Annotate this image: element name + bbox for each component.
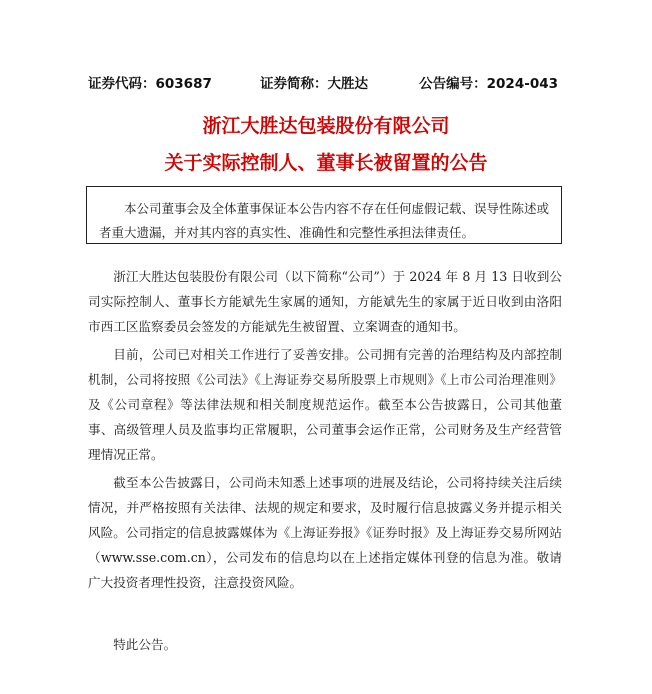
paragraph-text: 截至本公告披露日，公司尚未知悉上述事项的进展及结论，公司将持续关注后续情况，并严格按照有关法律、法规的规定和要求，及时履行信息披露义务并提示相关风险。公司指定的信息披露媒体为《上海证券报》《证券时报》及上海证券交易所网站（www.sse.com.cn），公司发布的信息均以在上述指定媒体刊登的信息为准。敬请广大投资者理性投资，注意投资风险。 <box>88 475 562 590</box>
company-title: 浙江大胜达包装股份有限公司 <box>202 115 450 137</box>
board-guarantee-notice <box>86 186 562 244</box>
stock-abbreviation: 证券简称：大胜达 <box>260 76 368 92</box>
body-paragraph-1 <box>88 264 562 339</box>
announcement-number: 公告编号：2024-043 <box>419 76 558 92</box>
closing-text: 特此公告。 <box>113 637 177 652</box>
stock-code: 证券代码：603687 <box>88 76 212 92</box>
paragraph-text: 浙江大胜达包装股份有限公司（以下简称“公司”）于 2024 年 8 月 13 日收到公司实际控制人、董事长方能斌先生家属的通知，方能斌先生的家属于近日收到由洛阳市西工区监察委员会签发的方能斌先生被留置、立案调查的通知书。 <box>88 269 562 334</box>
body-paragraph-2 <box>88 342 562 467</box>
body-paragraph-3 <box>88 470 562 595</box>
announcement-subject: 关于实际控制人、董事长被留置的公告 <box>164 152 488 174</box>
notice-text: 本公司董事会及全体董事保证本公告内容不存在任何虚假记载、误导性陈述或者重大遗漏，并对其内容的真实性、准确性和完整性承担法律责任。 <box>99 201 550 240</box>
paragraph-text: 目前，公司已对相关工作进行了妥善安排。公司拥有完善的治理结构及内部控制机制，公司将按照《公司法》《上海证券交易所股票上市规则》《上市公司治理准则》及《公司章程》等法律法规和相关制度规范运作。截至本公告披露日，公司其他董事、高级管理人员及监事均正常履职，公司董事会运作正常，公司财务及生产经营管理情况正常。 <box>88 347 562 462</box>
announcement-header <box>88 72 558 94</box>
closing-statement <box>88 632 562 657</box>
